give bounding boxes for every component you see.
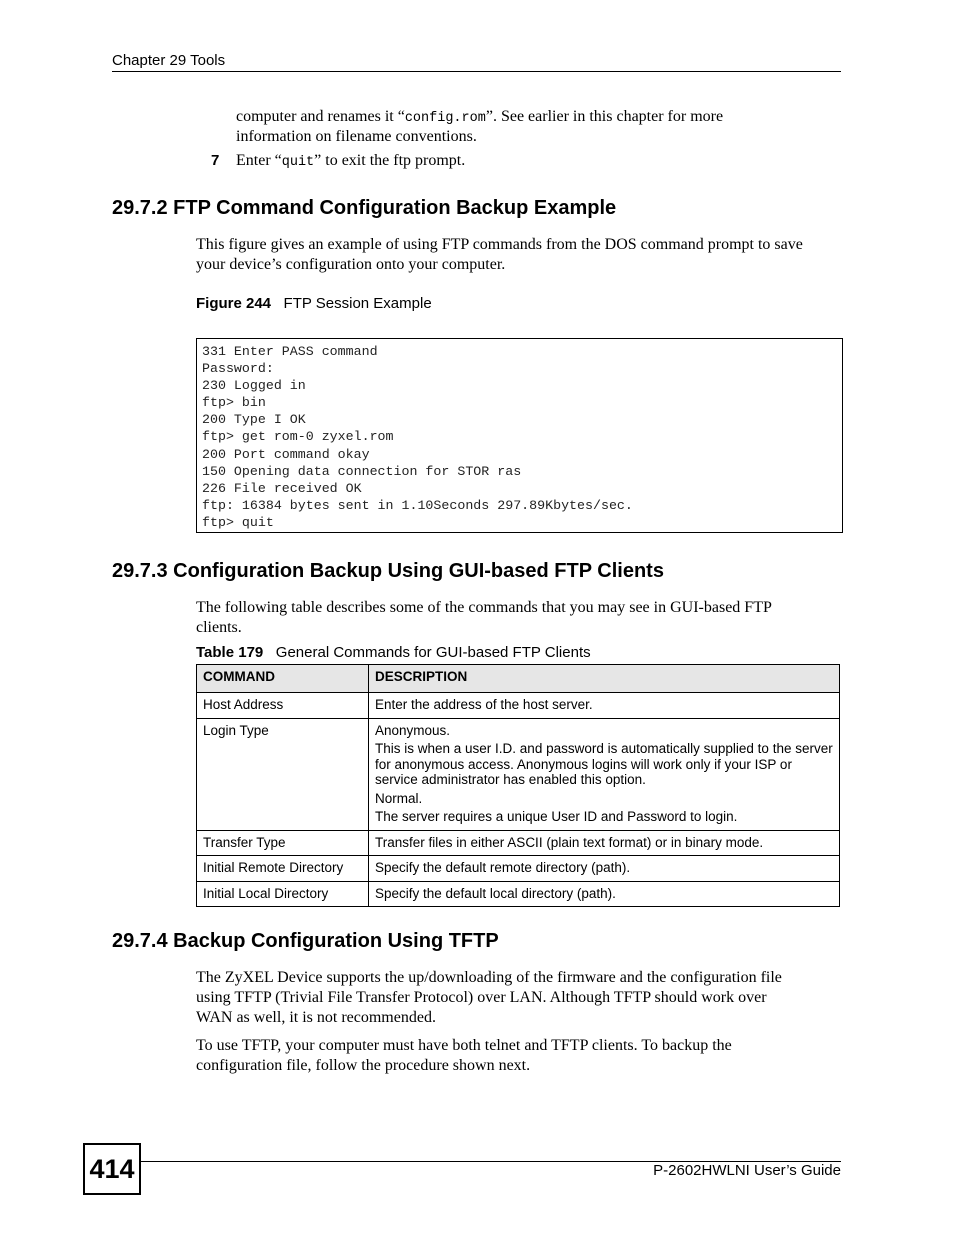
section-2972-para-line-2: your device’s configuration onto your computer. — [196, 256, 506, 273]
table-title: General Commands for GUI-based FTP Clients — [275, 644, 591, 661]
step-7-text — [236, 151, 465, 173]
section-2973-para-line-1: The following table describes some of the commands that you may see in GUI-based FTP — [196, 599, 772, 616]
figure-label: Figure 244 — [196, 295, 272, 312]
intro-line-2: information on filename conventions. — [236, 128, 477, 145]
section-2974-para2-line-1: To use TFTP, your computer must have both telnet and TFTP clients. To backup the — [196, 1037, 732, 1054]
table-row — [197, 718, 840, 830]
description-text: Anonymous. — [375, 722, 451, 738]
intro-line-1 — [236, 107, 723, 129]
code-line: ftp> bin — [202, 395, 266, 411]
chapter-header: Chapter 29 Tools — [112, 52, 226, 69]
config-rom-code: config.rom — [404, 111, 486, 126]
command-cell: Host Address — [197, 693, 369, 719]
description-text: Specify the default remote directory (path). — [375, 860, 631, 875]
column-header-command: COMMAND — [197, 665, 369, 693]
table-row — [197, 881, 840, 907]
section-heading-2974: 29.7.4 Backup Configuration Using TFTP — [112, 930, 499, 952]
ftp-commands-table — [196, 664, 840, 907]
code-line: 331 Enter PASS command — [202, 344, 378, 359]
code-line: ftp> quit — [202, 514, 274, 530]
column-header-description: DESCRIPTION — [369, 665, 840, 693]
description-text: Transfer files in either ASCII (plain text format) or in binary mode. — [375, 834, 764, 850]
description-cell — [369, 856, 840, 882]
code-line: 226 File received OK — [202, 480, 362, 496]
figure-caption — [196, 295, 432, 312]
quit-code: quit — [281, 155, 315, 170]
description-text: Normal. — [375, 790, 423, 806]
table-caption — [196, 644, 591, 661]
description-cell — [369, 718, 840, 830]
table-row — [197, 856, 840, 882]
intro-text: ”. See earlier in this chapter for more — [485, 108, 724, 125]
description-text: Specify the default local directory (path). — [375, 885, 616, 901]
command-cell: Initial Remote Directory — [197, 856, 369, 882]
table-header-row — [197, 665, 840, 693]
step-text: ” to exit the ftp prompt. — [314, 152, 466, 169]
code-line: 200 Type I OK — [202, 412, 306, 428]
table-row — [197, 693, 840, 719]
section-heading-2973: 29.7.3 Configuration Backup Using GUI-based FTP Clients — [112, 560, 664, 582]
page-number: 414 — [83, 1143, 141, 1195]
table-label: Table 179 — [196, 644, 264, 661]
description-cell — [369, 830, 840, 856]
description-text: The server requires a unique User ID and Password to login. — [375, 809, 738, 824]
section-2973-para-line-2: clients. — [196, 619, 242, 636]
section-2974-para1-line-3: WAN as well, it is not recommended. — [196, 1009, 436, 1026]
description-text: This is when a user I.D. and password is automatically supplied to the server for anonymous access. Anonymous logins will work only if your ISP or service administrator has enabled this option. — [375, 741, 833, 787]
command-cell: Initial Local Directory — [197, 881, 369, 907]
section-2974-para2-line-2: configuration file, follow the procedure shown next. — [196, 1057, 531, 1074]
code-line: ftp: 16384 bytes sent in 1.10Seconds 297.89Kbytes/sec. — [202, 497, 633, 513]
ftp-session-code-box — [196, 338, 843, 533]
guide-title: P-2602HWLNI User’s Guide — [653, 1162, 841, 1179]
section-2974-para1-line-1: The ZyXEL Device supports the up/downloading of the firmware and the configuration file — [196, 969, 782, 986]
code-line: 230 Logged in — [202, 378, 306, 394]
description-cell — [369, 881, 840, 907]
section-2974-para1-line-2: using TFTP (Trivial File Transfer Protocol) over LAN. Although TFTP should work over — [196, 989, 767, 1006]
command-cell: Transfer Type — [197, 830, 369, 856]
figure-title: FTP Session Example — [283, 295, 432, 312]
intro-text: computer and renames it “ — [236, 108, 405, 125]
description-cell — [369, 693, 840, 719]
table-row — [197, 830, 840, 856]
section-heading-2972: 29.7.2 FTP Command Configuration Backup Example — [112, 197, 617, 219]
code-line: 200 Port command okay — [202, 446, 370, 462]
header-rule — [112, 71, 841, 72]
code-line: ftp> get rom-0 zyxel.rom — [202, 429, 394, 445]
command-cell: Login Type — [197, 718, 369, 830]
step-text: Enter “ — [236, 152, 282, 169]
step-number: 7 — [211, 152, 220, 169]
section-2972-para-line-1: This figure gives an example of using FTP commands from the DOS command prompt to save — [196, 236, 803, 253]
code-line: 150 Opening data connection for STOR ras — [202, 463, 522, 479]
description-text: Enter the address of the host server. — [375, 697, 593, 712]
code-line: Password: — [202, 361, 274, 377]
